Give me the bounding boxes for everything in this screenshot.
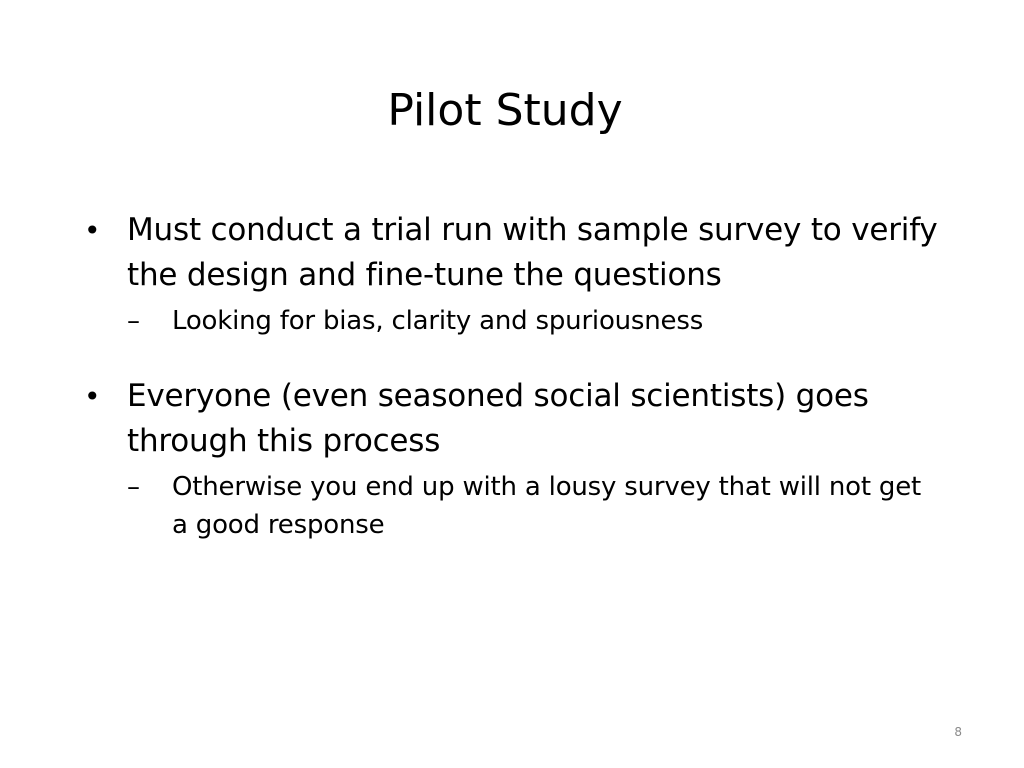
page-number: 8 xyxy=(954,725,962,739)
sub-bullet-text: Looking for bias, clarity and spuriousness xyxy=(172,306,704,336)
bullet-marker: • xyxy=(84,214,101,247)
bullet-item xyxy=(84,374,944,544)
bullet-list xyxy=(84,208,944,544)
sub-bullet-text: Otherwise you end up with a lousy survey that will not get a good response xyxy=(172,472,922,540)
sub-bullet-item xyxy=(127,468,944,544)
sub-bullet-list xyxy=(127,302,944,340)
sub-bullet-marker: – xyxy=(127,472,140,502)
bullet-text: Must conduct a trial run with sample survey to verify the design and fine-tune the questions xyxy=(127,212,938,293)
sub-bullet-list xyxy=(127,468,944,544)
bullet-marker: • xyxy=(84,380,101,413)
bullet-text: Everyone (even seasoned social scientists) goes through this process xyxy=(127,378,869,459)
sub-bullet-marker: – xyxy=(127,306,140,336)
slide-title: Pilot Study xyxy=(387,85,623,136)
sub-bullet-item xyxy=(127,302,944,340)
bullet-item xyxy=(84,208,944,340)
